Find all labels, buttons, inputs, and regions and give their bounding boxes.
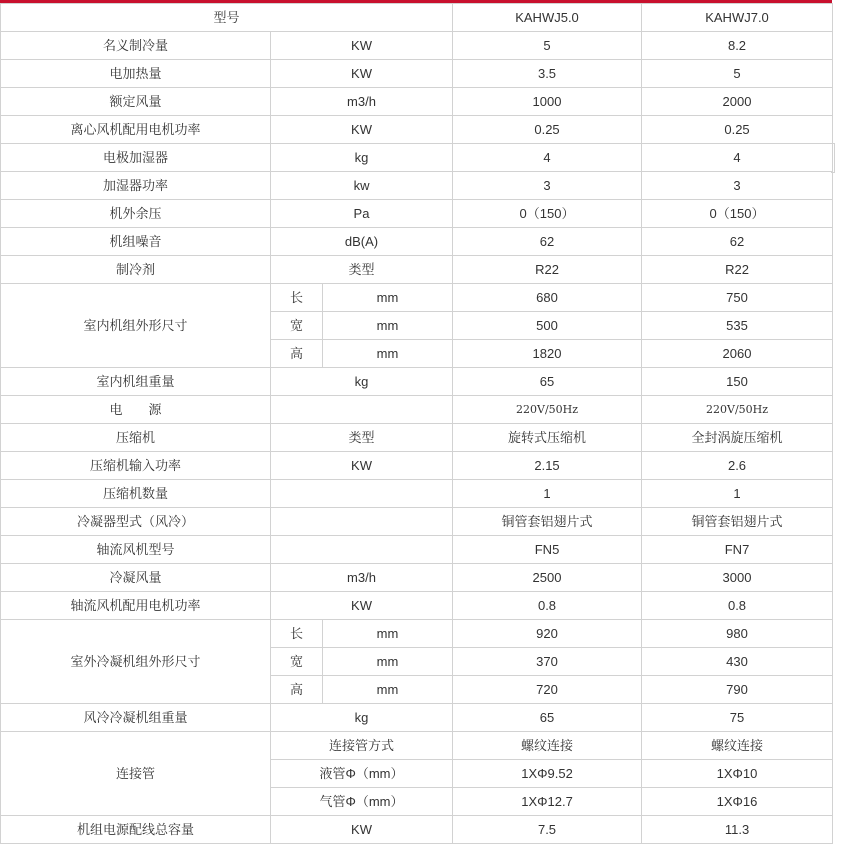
- value-model-2: 螺纹连接: [642, 732, 833, 760]
- table-row: [1, 732, 833, 760]
- param-name: 加湿器功率: [1, 172, 271, 200]
- param-name: 压缩机: [1, 424, 271, 452]
- value-model-1: 220V/50Hz: [453, 396, 642, 424]
- param-unit: [271, 396, 453, 424]
- value-model-2: 4: [642, 144, 833, 172]
- table-row: [1, 564, 833, 592]
- value-model-1: 500: [453, 312, 642, 340]
- param-unit: 连接管方式: [271, 732, 453, 760]
- value-model-2: 3: [642, 172, 833, 200]
- value-model-1: 1820: [453, 340, 642, 368]
- value-model-2: 535: [642, 312, 833, 340]
- value-model-1: 1XΦ12.7: [453, 788, 642, 816]
- value-model-1: 62: [453, 228, 642, 256]
- value-model-2: 全封涡旋压缩机: [642, 424, 833, 452]
- param-unit: kg: [271, 368, 453, 396]
- value-model-2: 8.2: [642, 32, 833, 60]
- dimension-label: 宽: [271, 312, 323, 340]
- param-name: 电加热量: [1, 60, 271, 88]
- header-model-2: KAHWJ7.0: [642, 4, 833, 32]
- value-model-2: 980: [642, 620, 833, 648]
- param-unit: KW: [271, 816, 453, 844]
- param-name: 压缩机输入功率: [1, 452, 271, 480]
- param-unit: [271, 480, 453, 508]
- param-unit: 类型: [271, 256, 453, 284]
- stray-cell-border: [831, 143, 835, 173]
- param-name: 机组噪音: [1, 228, 271, 256]
- param-unit: 气管Φ（mm）: [271, 788, 453, 816]
- param-name: 机组电源配线总容量: [1, 816, 271, 844]
- param-name: 额定风量: [1, 88, 271, 116]
- group-label: 连接管: [1, 732, 271, 816]
- param-unit: KW: [271, 60, 453, 88]
- param-unit: m3/h: [271, 564, 453, 592]
- table-row: [1, 228, 833, 256]
- value-model-2: 750: [642, 284, 833, 312]
- value-model-2: 11.3: [642, 816, 833, 844]
- value-model-2: 0（150）: [642, 200, 833, 228]
- value-model-1: 720: [453, 676, 642, 704]
- value-model-2: 62: [642, 228, 833, 256]
- param-unit: mm: [323, 620, 453, 648]
- value-model-1: 65: [453, 368, 642, 396]
- dimension-label: 高: [271, 676, 323, 704]
- param-name: 冷凝器型式（风冷）: [1, 508, 271, 536]
- value-model-1: 680: [453, 284, 642, 312]
- param-unit: [271, 536, 453, 564]
- param-unit: mm: [323, 284, 453, 312]
- table-row: [1, 536, 833, 564]
- param-name: 轴流风机型号: [1, 536, 271, 564]
- value-model-2: 0.8: [642, 592, 833, 620]
- table-row: [1, 704, 833, 732]
- value-model-1: FN5: [453, 536, 642, 564]
- dimension-label: 长: [271, 284, 323, 312]
- value-model-2: 430: [642, 648, 833, 676]
- param-unit: mm: [323, 648, 453, 676]
- value-model-1: 2.15: [453, 452, 642, 480]
- header-model-label: 型号: [1, 4, 453, 32]
- table-row: [1, 452, 833, 480]
- value-model-2: 铜管套铝翅片式: [642, 508, 833, 536]
- dimension-label: 宽: [271, 648, 323, 676]
- value-model-2: 75: [642, 704, 833, 732]
- param-unit: kg: [271, 144, 453, 172]
- value-model-1: 2500: [453, 564, 642, 592]
- value-model-1: 0（150）: [453, 200, 642, 228]
- table-row: [1, 816, 833, 844]
- value-model-1: 螺纹连接: [453, 732, 642, 760]
- param-name: 名义制冷量: [1, 32, 271, 60]
- dimension-label: 长: [271, 620, 323, 648]
- value-model-2: 2060: [642, 340, 833, 368]
- group-label: 室内机组外形尺寸: [1, 284, 271, 368]
- group-label: 室外冷凝机组外形尺寸: [1, 620, 271, 704]
- value-model-2: 790: [642, 676, 833, 704]
- param-name: 机外余压: [1, 200, 271, 228]
- value-model-2: 5: [642, 60, 833, 88]
- param-unit: kg: [271, 704, 453, 732]
- param-unit: dB(A): [271, 228, 453, 256]
- param-unit: Pa: [271, 200, 453, 228]
- table-row: [1, 396, 833, 424]
- dimension-label: 高: [271, 340, 323, 368]
- value-model-1: 0.8: [453, 592, 642, 620]
- param-unit: mm: [323, 312, 453, 340]
- param-name: 室内机组重量: [1, 368, 271, 396]
- value-model-1: 1000: [453, 88, 642, 116]
- param-unit: 类型: [271, 424, 453, 452]
- param-name: 轴流风机配用电机功率: [1, 592, 271, 620]
- table-row: [1, 368, 833, 396]
- table-row: [1, 88, 833, 116]
- param-unit: mm: [323, 340, 453, 368]
- value-model-1: 920: [453, 620, 642, 648]
- value-model-2: FN7: [642, 536, 833, 564]
- value-model-2: 1: [642, 480, 833, 508]
- param-unit: 液管Φ（mm）: [271, 760, 453, 788]
- table-header-row: [1, 4, 833, 32]
- value-model-1: 1: [453, 480, 642, 508]
- value-model-1: 3: [453, 172, 642, 200]
- value-model-2: 220V/50Hz: [642, 396, 833, 424]
- value-model-1: 370: [453, 648, 642, 676]
- header-model-1: KAHWJ5.0: [453, 4, 642, 32]
- param-unit: [271, 508, 453, 536]
- table-row: [1, 508, 833, 536]
- value-model-1: R22: [453, 256, 642, 284]
- value-model-2: 2.6: [642, 452, 833, 480]
- table-row: [1, 200, 833, 228]
- param-name: 制冷剂: [1, 256, 271, 284]
- value-model-2: 1XΦ10: [642, 760, 833, 788]
- value-model-1: 7.5: [453, 816, 642, 844]
- table-row: [1, 116, 833, 144]
- value-model-1: 1XΦ9.52: [453, 760, 642, 788]
- param-name: 电极加湿器: [1, 144, 271, 172]
- table-row: [1, 592, 833, 620]
- param-unit: KW: [271, 32, 453, 60]
- value-model-1: 0.25: [453, 116, 642, 144]
- param-name: 电 源: [1, 396, 271, 424]
- table-row: [1, 480, 833, 508]
- value-model-2: 3000: [642, 564, 833, 592]
- value-model-2: 2000: [642, 88, 833, 116]
- table-row: [1, 32, 833, 60]
- table-row: [1, 620, 833, 648]
- value-model-1: 65: [453, 704, 642, 732]
- table-row: [1, 424, 833, 452]
- value-model-2: R22: [642, 256, 833, 284]
- param-name: 压缩机数量: [1, 480, 271, 508]
- param-name: 风冷冷凝机组重量: [1, 704, 271, 732]
- value-model-1: 旋转式压缩机: [453, 424, 642, 452]
- value-model-2: 0.25: [642, 116, 833, 144]
- value-model-1: 4: [453, 144, 642, 172]
- table-row: [1, 284, 833, 312]
- value-model-1: 3.5: [453, 60, 642, 88]
- param-unit: KW: [271, 116, 453, 144]
- param-unit: m3/h: [271, 88, 453, 116]
- table-row: [1, 144, 833, 172]
- param-unit: kw: [271, 172, 453, 200]
- param-unit: KW: [271, 592, 453, 620]
- param-name: 冷凝风量: [1, 564, 271, 592]
- value-model-2: 150: [642, 368, 833, 396]
- table-row: [1, 256, 833, 284]
- value-model-2: 1XΦ16: [642, 788, 833, 816]
- value-model-1: 铜管套铝翅片式: [453, 508, 642, 536]
- param-unit: KW: [271, 452, 453, 480]
- param-name: 离心风机配用电机功率: [1, 116, 271, 144]
- value-model-1: 5: [453, 32, 642, 60]
- table-row: [1, 172, 833, 200]
- spec-table: [0, 3, 833, 844]
- table-row: [1, 60, 833, 88]
- param-unit: mm: [323, 676, 453, 704]
